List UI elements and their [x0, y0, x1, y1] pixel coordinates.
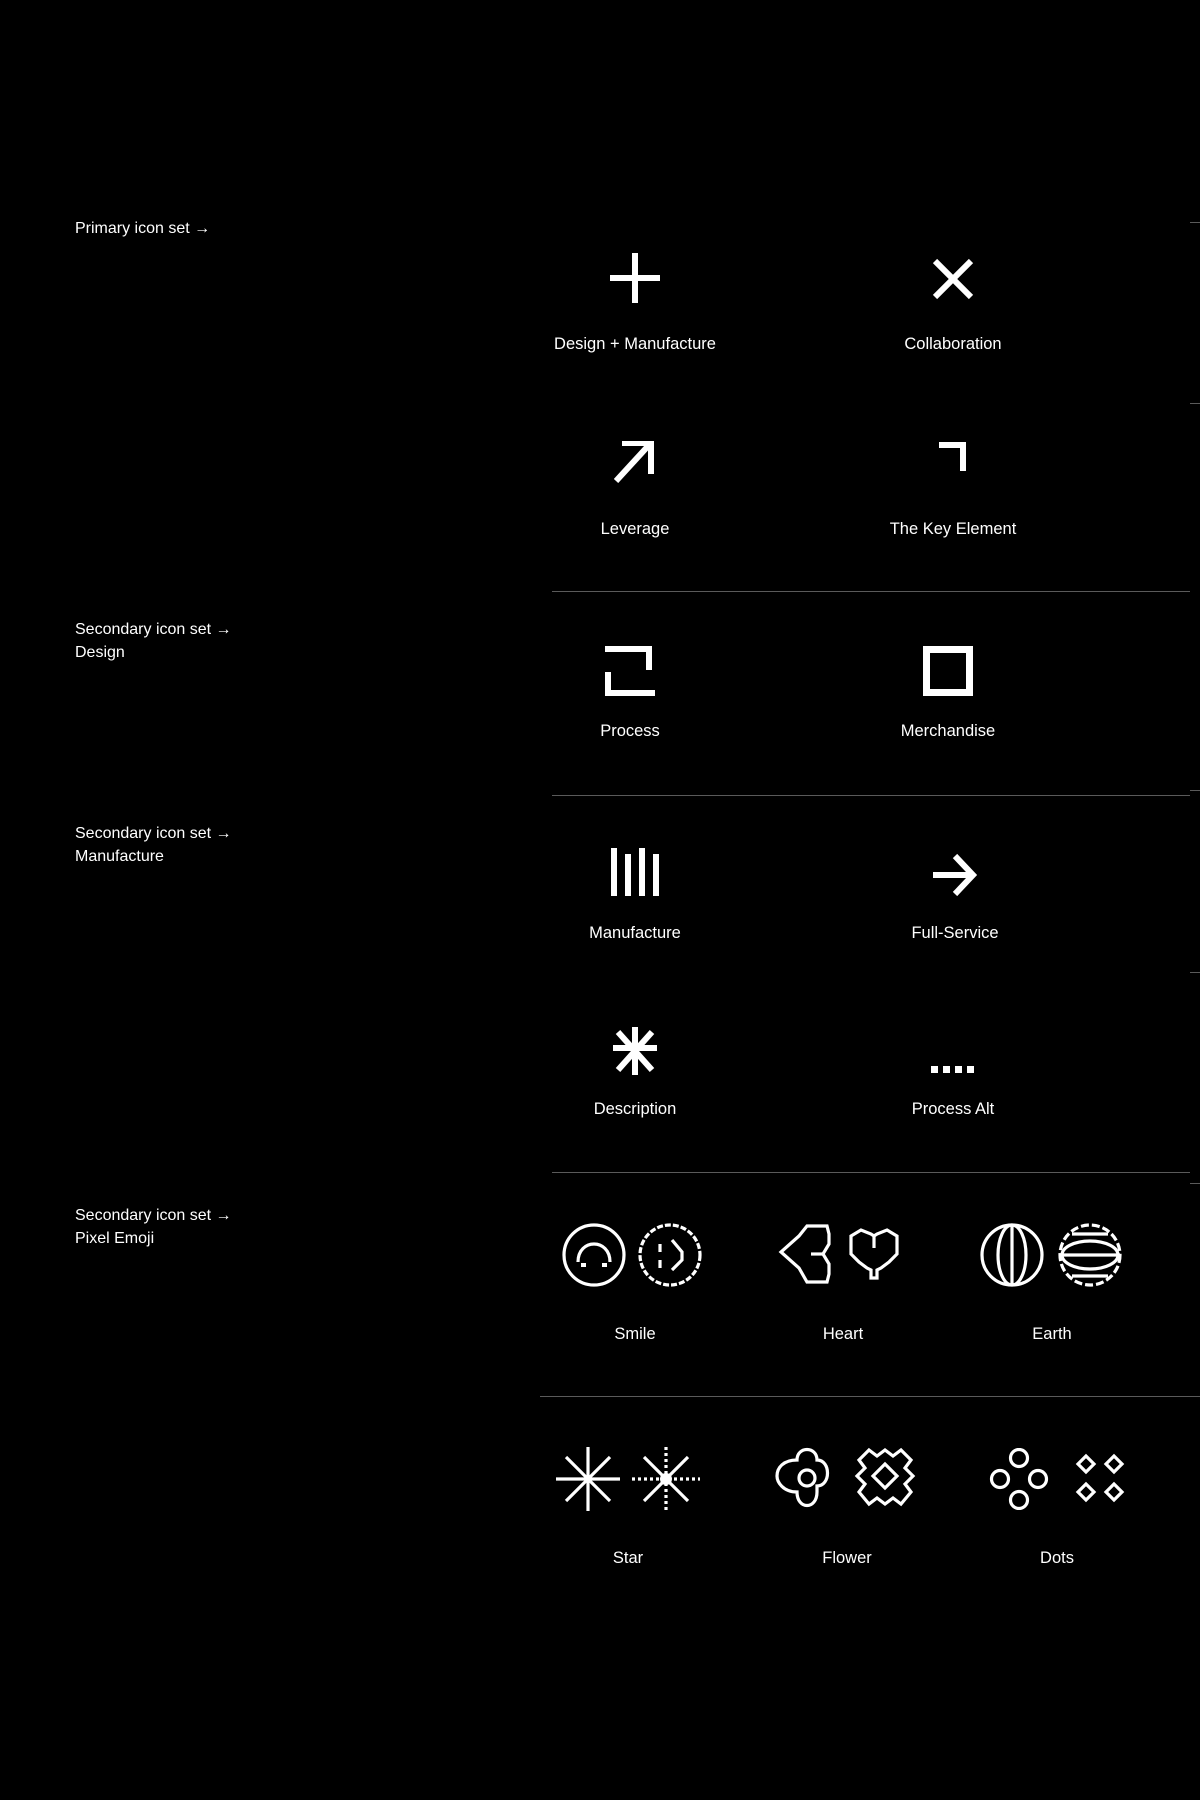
dots-icon	[989, 1448, 1125, 1510]
icon-label: Collaboration	[904, 335, 1002, 353]
bars-icon	[610, 848, 660, 896]
section-label-line1: Secondary icon set →	[75, 1207, 232, 1224]
divider	[552, 591, 1190, 592]
icon-cell-merchandise	[828, 646, 1068, 696]
icon-label: Process Alt	[911, 1100, 995, 1118]
icon-cell-design-manufacture	[515, 253, 755, 303]
section-label-line1: Primary icon set →	[75, 220, 211, 237]
icon-label: Flower	[822, 1549, 872, 1567]
four-dots-icon	[931, 1066, 975, 1074]
edge-tick	[1190, 403, 1200, 404]
edge-tick	[1190, 1183, 1200, 1184]
icon-cell-heart	[723, 1222, 963, 1288]
arrow-right-icon	[933, 853, 977, 897]
section-label-pixel-emoji	[75, 1204, 232, 1250]
icon-label: Full-Service	[911, 924, 999, 942]
icon-label: Description	[593, 1100, 677, 1118]
corner-bracket-icon	[938, 442, 968, 472]
icon-label: Smile	[614, 1325, 656, 1343]
icon-label: Star	[612, 1549, 644, 1567]
section-label-design	[75, 618, 232, 664]
section-label-primary	[75, 217, 210, 240]
heart-icon	[777, 1222, 909, 1288]
icon-cell-manufacture	[515, 848, 755, 896]
icon-cell-smile	[515, 1222, 755, 1288]
close-x-icon	[932, 258, 974, 300]
star-icon	[556, 1446, 700, 1512]
icon-cell-key-element	[833, 442, 1073, 472]
section-label-line1: Secondary icon set →	[75, 621, 232, 638]
plus-icon	[610, 253, 660, 303]
icon-cell-process-alt	[833, 1066, 1073, 1074]
edge-tick	[1190, 790, 1200, 791]
divider	[552, 795, 1190, 796]
asterisk-icon	[613, 1027, 657, 1075]
process-bracket-icon	[605, 646, 655, 696]
icon-cell-flower	[727, 1446, 967, 1512]
divider	[552, 1172, 1190, 1173]
icon-label: Manufacture	[589, 924, 681, 942]
icon-label: Leverage	[600, 520, 670, 538]
edge-tick	[1190, 972, 1200, 973]
earth-icon	[980, 1222, 1124, 1288]
icon-label: Design + Manufacture	[554, 335, 716, 353]
section-label-line2: Manufacture	[75, 848, 164, 865]
divider	[540, 1396, 1200, 1397]
icon-label: Merchandise	[900, 722, 996, 740]
icon-cell-full-service	[835, 853, 1075, 897]
icon-label: Process	[600, 722, 660, 740]
section-label-line2: Pixel Emoji	[75, 1230, 155, 1247]
smile-icon	[562, 1222, 708, 1288]
section-label-line1: Secondary icon set →	[75, 825, 232, 842]
section-label-manufacture	[75, 822, 232, 868]
section-label-line2: Design	[75, 644, 125, 661]
icon-cell-description	[515, 1027, 755, 1075]
icon-cell-leverage	[515, 441, 755, 483]
icon-label: Heart	[822, 1325, 864, 1343]
icon-cell-star	[508, 1446, 748, 1512]
icon-label: The Key Element	[889, 520, 1017, 538]
arrow-up-right-icon	[614, 441, 656, 483]
icon-cell-dots	[937, 1448, 1177, 1510]
flower-icon	[775, 1446, 919, 1512]
icon-cell-collaboration	[833, 258, 1073, 300]
square-outline-icon	[923, 646, 973, 696]
icon-label: Dots	[1040, 1549, 1074, 1567]
icon-cell-earth	[932, 1222, 1172, 1288]
icon-label: Earth	[1032, 1325, 1072, 1343]
edge-tick	[1190, 222, 1200, 223]
icon-cell-process	[510, 646, 750, 696]
